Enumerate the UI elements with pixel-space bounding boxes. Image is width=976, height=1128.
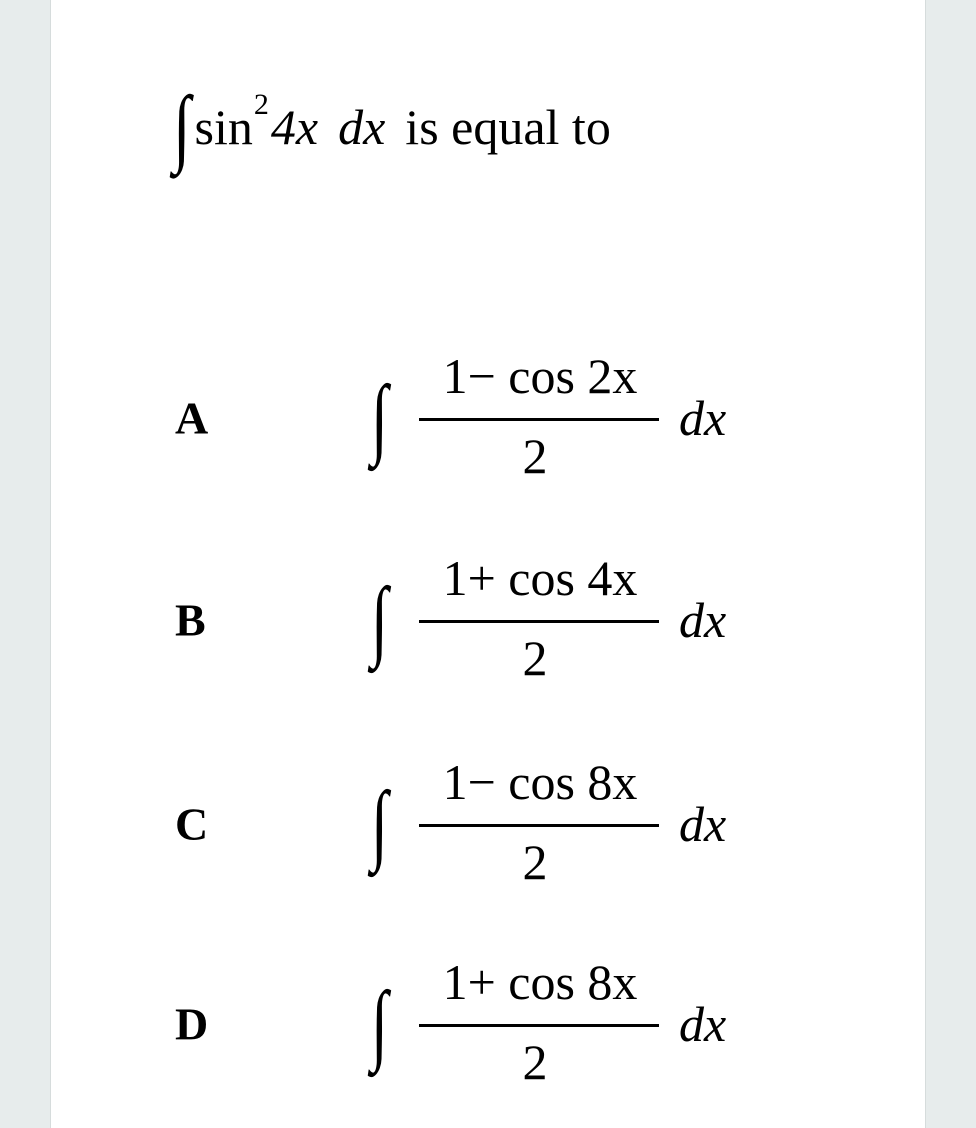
differential: dx [679,796,727,852]
option-expression [371,338,791,498]
option-a[interactable] [51,338,925,498]
differential: dx [338,99,386,155]
question-tail: is equal to [405,99,611,155]
option-letter: C [175,798,209,850]
fraction-bar [419,824,659,827]
option-expression [371,540,791,700]
integral-symbol: ∫ [371,368,388,468]
fraction-bar [419,1024,659,1027]
integral-symbol: ∫ [371,570,388,670]
function-name: sin [194,99,253,155]
differential: dx [679,592,727,648]
fraction [415,952,665,1092]
integral-symbol: ∫ [371,774,388,874]
option-expression [371,944,791,1104]
integral-symbol: ∫ [371,974,388,1074]
numerator: 1+ cos 8x [442,954,638,1010]
numerator: 1− cos 8x [442,754,638,810]
option-letter: D [175,998,209,1050]
option-b[interactable] [51,540,925,700]
question-card [50,0,926,1128]
fraction [415,548,665,688]
option-letter: A [175,392,209,444]
fraction [415,752,665,892]
integral-symbol: ∫ [173,78,191,175]
option-c[interactable] [51,744,925,904]
option-letter: B [175,594,206,646]
exponent: 2 [253,88,269,121]
argument: 4x [270,99,319,155]
question-stem [173,72,611,182]
option-d[interactable] [51,944,925,1104]
fraction [415,346,665,486]
numerator: 1+ cos 4x [442,550,638,606]
denominator: 2 [522,630,548,686]
differential: dx [679,390,727,446]
denominator: 2 [522,428,548,484]
fraction-bar [419,418,659,421]
fraction-bar [419,620,659,623]
differential: dx [679,996,727,1052]
numerator: 1− cos 2x [442,348,638,404]
denominator: 2 [522,1034,548,1090]
option-expression [371,744,791,904]
denominator: 2 [522,834,548,890]
